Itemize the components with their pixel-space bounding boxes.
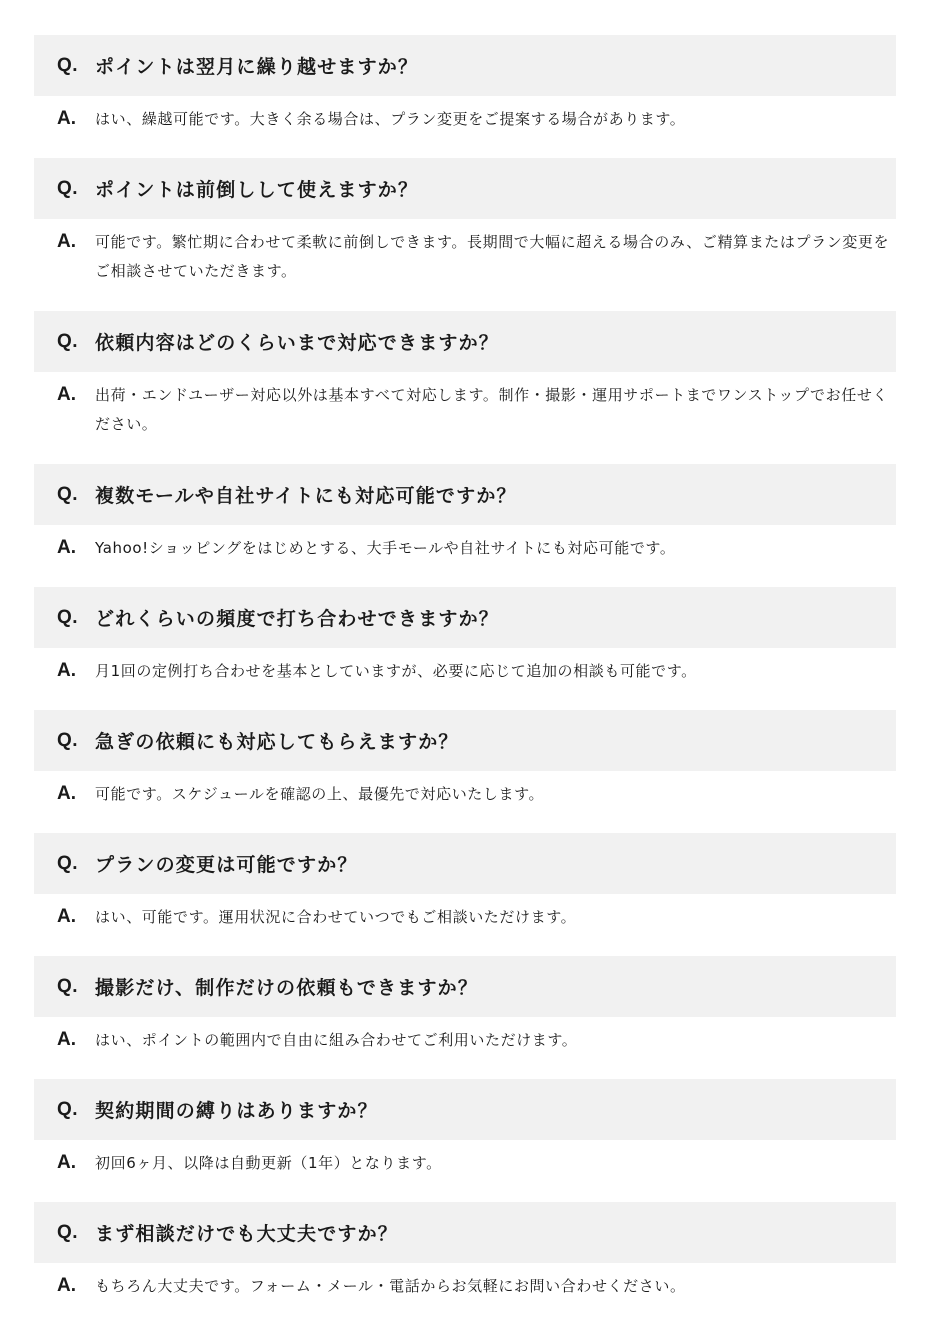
- faq-item: [34, 158, 896, 311]
- faq-answer: [34, 648, 896, 686]
- faq-question: [34, 35, 896, 96]
- question-text: 撮影だけ、制作だけの依頼もできますか？: [95, 977, 479, 999]
- answer-marker: A.: [57, 906, 76, 927]
- answer-text: 出荷・エンドユーザー対応以外は基本すべて対応します。制作・撮影・運用サポートまでワンストップでお任せください。: [95, 386, 889, 433]
- faq-question: [34, 311, 896, 372]
- faq-answer: [34, 771, 896, 809]
- question-marker: Q.: [57, 483, 79, 505]
- answer-marker: A.: [57, 384, 76, 405]
- answer-marker: A.: [57, 1275, 76, 1296]
- question-marker: Q.: [57, 852, 79, 874]
- question-marker: Q.: [57, 606, 79, 628]
- answer-text: Yahoo!ショッピングをはじめとする、大手モールや自社サイトにも対応可能です。: [95, 539, 676, 557]
- question-text: ポイントは前倒しして使えますか？: [95, 179, 419, 201]
- faq-question: [34, 833, 896, 894]
- answer-text: 月1回の定例打ち合わせを基本としていますが、必要に応じて追加の相談も可能です。: [95, 662, 697, 680]
- faq-answer: [34, 96, 896, 134]
- question-marker: Q.: [57, 177, 79, 199]
- answer-text: はい、ポイントの範囲内で自由に組み合わせてご利用いただけます。: [95, 1031, 578, 1049]
- faq-question: [34, 1202, 896, 1263]
- faq-answer: [34, 525, 896, 563]
- faq-answer: [34, 372, 896, 439]
- answer-marker: A.: [57, 1029, 76, 1050]
- faq-question: [34, 158, 896, 219]
- question-marker: Q.: [57, 1098, 79, 1120]
- question-text: 依頼内容はどのくらいまで対応できますか？: [95, 332, 500, 354]
- faq-answer: [34, 1263, 896, 1301]
- answer-text: はい、繰越可能です。大きく余る場合は、プラン変更をご提案する場合があります。: [95, 110, 686, 128]
- question-text: 急ぎの依頼にも対応してもらえますか？: [95, 731, 459, 753]
- faq-item: [34, 1202, 896, 1325]
- faq-item: [34, 464, 896, 587]
- faq-item: [34, 587, 896, 710]
- question-text: まず相談だけでも大丈夫ですか？: [95, 1223, 399, 1245]
- answer-marker: A.: [57, 1152, 76, 1173]
- question-marker: Q.: [57, 54, 79, 76]
- faq-question: [34, 956, 896, 1017]
- faq-item: [34, 956, 896, 1079]
- question-marker: Q.: [57, 330, 79, 352]
- faq-question: [34, 587, 896, 648]
- answer-marker: A.: [57, 231, 76, 252]
- answer-marker: A.: [57, 660, 76, 681]
- question-marker: Q.: [57, 975, 79, 997]
- question-text: 複数モールや自社サイトにも対応可能ですか？: [95, 485, 517, 507]
- faq-answer: [34, 1017, 896, 1055]
- faq-question: [34, 1079, 896, 1140]
- question-text: どれくらいの頻度で打ち合わせできますか？: [95, 608, 500, 630]
- answer-text: はい、可能です。運用状況に合わせていつでもご相談いただけます。: [95, 908, 577, 926]
- answer-text: 可能です。繁忙期に合わせて柔軟に前倒しできます。長期間で大幅に超える場合のみ、ご精算またはプラン変更をご相談させていただきます。: [95, 233, 890, 280]
- answer-marker: A.: [57, 108, 76, 129]
- answer-marker: A.: [57, 537, 76, 558]
- answer-text: 初回6ヶ月、以降は自動更新（1年）となります。: [95, 1154, 442, 1172]
- faq-answer: [34, 1140, 896, 1178]
- faq-question: [34, 464, 896, 525]
- question-text: 契約期間の縛りはありますか？: [95, 1100, 378, 1122]
- question-marker: Q.: [57, 729, 79, 751]
- faq-item: [34, 311, 896, 464]
- faq-answer: [34, 894, 896, 932]
- faq-item: [34, 35, 896, 158]
- faq-item: [34, 833, 896, 956]
- faq-question: [34, 710, 896, 771]
- question-marker: Q.: [57, 1221, 79, 1243]
- answer-text: もちろん大丈夫です。フォーム・メール・電話からお気軽にお問い合わせください。: [95, 1277, 686, 1295]
- question-text: ポイントは翌月に繰り越せますか？: [95, 56, 419, 78]
- faq-answer: [34, 219, 896, 286]
- faq-item: [34, 1079, 896, 1202]
- answer-text: 可能です。スケジュールを確認の上、最優先で対応いたします。: [95, 785, 545, 803]
- question-text: プランの変更は可能ですか？: [95, 854, 358, 876]
- answer-marker: A.: [57, 783, 76, 804]
- faq-item: [34, 710, 896, 833]
